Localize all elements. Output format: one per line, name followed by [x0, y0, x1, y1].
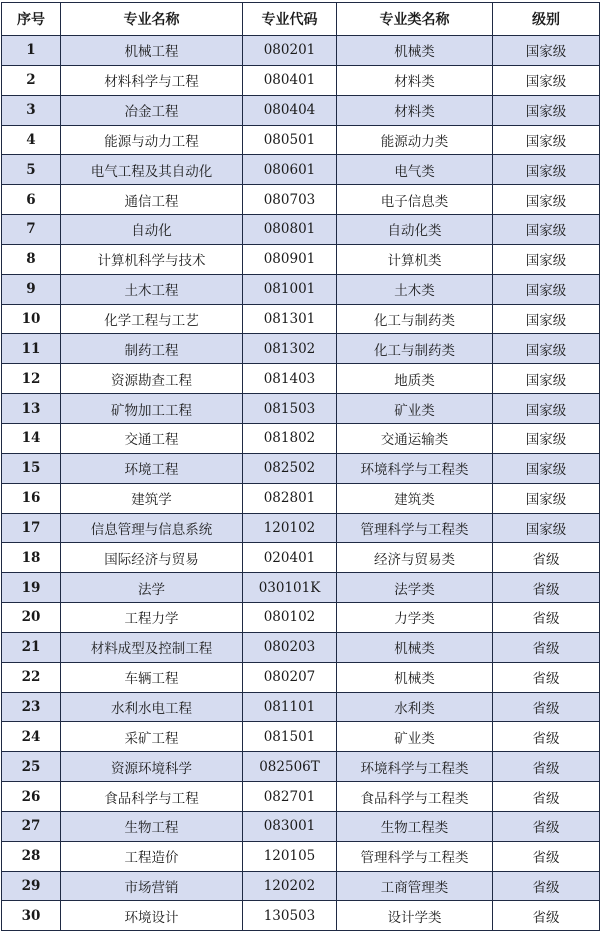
- cell-major-code: 081503: [243, 394, 337, 424]
- cell-major-code: 081301: [243, 304, 337, 334]
- header-category-name: 专业类名称: [337, 3, 493, 36]
- table-row: [2, 125, 600, 155]
- cell-seq: 27: [2, 811, 61, 841]
- cell-major-name: 交通工程: [61, 423, 243, 453]
- cell-major-code: 082502: [243, 453, 337, 483]
- cell-level: 国家级: [493, 36, 600, 66]
- cell-level: 省级: [493, 543, 600, 573]
- table-row: [2, 871, 600, 901]
- cell-seq: 24: [2, 722, 61, 752]
- cell-seq: 7: [2, 215, 61, 245]
- cell-category-name: 环境科学与工程类: [337, 752, 493, 782]
- cell-category-name: 矿业类: [337, 722, 493, 752]
- cell-major-name: 能源与动力工程: [61, 125, 243, 155]
- cell-major-code: 020401: [243, 543, 337, 573]
- cell-level: 国家级: [493, 453, 600, 483]
- cell-major-name: 市场营销: [61, 871, 243, 901]
- cell-level: 国家级: [493, 125, 600, 155]
- cell-major-code: 080801: [243, 215, 337, 245]
- table-row: [2, 155, 600, 185]
- cell-level: 国家级: [493, 483, 600, 513]
- cell-level: 国家级: [493, 274, 600, 304]
- cell-category-name: 食品科学与工程类: [337, 782, 493, 812]
- cell-level: 省级: [493, 573, 600, 603]
- cell-major-name: 资源环境科学: [61, 752, 243, 782]
- cell-seq: 16: [2, 483, 61, 513]
- cell-major-name: 材料科学与工程: [61, 65, 243, 95]
- cell-seq: 26: [2, 782, 61, 812]
- cell-level: 国家级: [493, 185, 600, 215]
- cell-seq: 5: [2, 155, 61, 185]
- cell-major-code: 130503: [243, 901, 337, 931]
- cell-seq: 4: [2, 125, 61, 155]
- cell-major-name: 建筑学: [61, 483, 243, 513]
- cell-level: 国家级: [493, 394, 600, 424]
- table-row: [2, 185, 600, 215]
- cell-level: 省级: [493, 603, 600, 633]
- cell-seq: 8: [2, 244, 61, 274]
- cell-major-name: 法学: [61, 573, 243, 603]
- table-row: [2, 543, 600, 573]
- cell-level: 省级: [493, 782, 600, 812]
- cell-category-name: 化工与制药类: [337, 304, 493, 334]
- cell-major-code: 080203: [243, 632, 337, 662]
- cell-major-code: 120105: [243, 841, 337, 871]
- cell-seq: 6: [2, 185, 61, 215]
- cell-category-name: 生物工程类: [337, 811, 493, 841]
- cell-major-name: 环境设计: [61, 901, 243, 931]
- table-row: [2, 483, 600, 513]
- table-row: [2, 632, 600, 662]
- cell-major-name: 土木工程: [61, 274, 243, 304]
- cell-category-name: 机械类: [337, 662, 493, 692]
- cell-level: 省级: [493, 752, 600, 782]
- cell-category-name: 设计学类: [337, 901, 493, 931]
- cell-category-name: 交通运输类: [337, 423, 493, 453]
- cell-major-code: 081403: [243, 364, 337, 394]
- cell-major-name: 矿物加工工程: [61, 394, 243, 424]
- cell-major-name: 环境工程: [61, 453, 243, 483]
- cell-category-name: 水利类: [337, 692, 493, 722]
- cell-level: 国家级: [493, 95, 600, 125]
- cell-seq: 3: [2, 95, 61, 125]
- table-row: [2, 722, 600, 752]
- cell-category-name: 建筑类: [337, 483, 493, 513]
- table-row: [2, 841, 600, 871]
- cell-major-name: 采矿工程: [61, 722, 243, 752]
- cell-category-name: 能源动力类: [337, 125, 493, 155]
- cell-major-code: 080201: [243, 36, 337, 66]
- cell-level: 国家级: [493, 364, 600, 394]
- cell-level: 省级: [493, 662, 600, 692]
- cell-seq: 29: [2, 871, 61, 901]
- cell-category-name: 管理科学与工程类: [337, 841, 493, 871]
- cell-major-name: 计算机科学与技术: [61, 244, 243, 274]
- cell-seq: 12: [2, 364, 61, 394]
- table-row: [2, 573, 600, 603]
- cell-seq: 2: [2, 65, 61, 95]
- cell-major-name: 国际经济与贸易: [61, 543, 243, 573]
- header-level: 级别: [493, 3, 600, 36]
- cell-seq: 17: [2, 513, 61, 543]
- cell-category-name: 机械类: [337, 36, 493, 66]
- cell-major-code: 120202: [243, 871, 337, 901]
- cell-major-name: 通信工程: [61, 185, 243, 215]
- cell-major-code: 080404: [243, 95, 337, 125]
- cell-major-name: 工程造价: [61, 841, 243, 871]
- header-major-name: 专业名称: [61, 3, 243, 36]
- table-body: [2, 36, 600, 931]
- cell-seq: 9: [2, 274, 61, 304]
- cell-major-code: 081302: [243, 334, 337, 364]
- cell-major-code: 080401: [243, 65, 337, 95]
- cell-category-name: 力学类: [337, 603, 493, 633]
- cell-category-name: 管理科学与工程类: [337, 513, 493, 543]
- table-row: [2, 662, 600, 692]
- cell-major-code: 082701: [243, 782, 337, 812]
- cell-major-name: 信息管理与信息系统: [61, 513, 243, 543]
- table-row: [2, 65, 600, 95]
- cell-major-code: 080901: [243, 244, 337, 274]
- cell-category-name: 电子信息类: [337, 185, 493, 215]
- cell-seq: 30: [2, 901, 61, 931]
- cell-major-name: 生物工程: [61, 811, 243, 841]
- table-row: [2, 752, 600, 782]
- cell-level: 国家级: [493, 65, 600, 95]
- cell-major-code: 120102: [243, 513, 337, 543]
- cell-level: 国家级: [493, 215, 600, 245]
- cell-seq: 20: [2, 603, 61, 633]
- cell-category-name: 环境科学与工程类: [337, 453, 493, 483]
- cell-level: 省级: [493, 811, 600, 841]
- cell-level: 省级: [493, 841, 600, 871]
- table-row: [2, 513, 600, 543]
- cell-major-code: 082801: [243, 483, 337, 513]
- cell-major-name: 食品科学与工程: [61, 782, 243, 812]
- table-row: [2, 95, 600, 125]
- cell-category-name: 计算机类: [337, 244, 493, 274]
- header-seq: 序号: [2, 3, 61, 36]
- cell-seq: 1: [2, 36, 61, 66]
- cell-major-name: 化学工程与工艺: [61, 304, 243, 334]
- majors-table: [1, 2, 600, 931]
- table-row: [2, 692, 600, 722]
- table-row: [2, 782, 600, 812]
- cell-level: 省级: [493, 692, 600, 722]
- cell-seq: 15: [2, 453, 61, 483]
- cell-level: 国家级: [493, 513, 600, 543]
- cell-category-name: 机械类: [337, 632, 493, 662]
- cell-category-name: 材料类: [337, 95, 493, 125]
- cell-major-code: 080102: [243, 603, 337, 633]
- header-row: [2, 3, 600, 36]
- cell-level: 国家级: [493, 334, 600, 364]
- cell-level: 省级: [493, 632, 600, 662]
- cell-category-name: 矿业类: [337, 394, 493, 424]
- cell-major-name: 工程力学: [61, 603, 243, 633]
- cell-major-name: 自动化: [61, 215, 243, 245]
- cell-major-code: 080601: [243, 155, 337, 185]
- cell-level: 国家级: [493, 423, 600, 453]
- cell-seq: 13: [2, 394, 61, 424]
- cell-major-name: 材料成型及控制工程: [61, 632, 243, 662]
- table-row: [2, 304, 600, 334]
- cell-major-code: 080703: [243, 185, 337, 215]
- cell-major-name: 车辆工程: [61, 662, 243, 692]
- table-row: [2, 603, 600, 633]
- table-row: [2, 215, 600, 245]
- cell-category-name: 自动化类: [337, 215, 493, 245]
- cell-category-name: 电气类: [337, 155, 493, 185]
- cell-major-code: 081101: [243, 692, 337, 722]
- cell-major-name: 电气工程及其自动化: [61, 155, 243, 185]
- table-row: [2, 274, 600, 304]
- cell-major-name: 冶金工程: [61, 95, 243, 125]
- table-row: [2, 423, 600, 453]
- cell-category-name: 经济与贸易类: [337, 543, 493, 573]
- cell-level: 省级: [493, 871, 600, 901]
- cell-seq: 11: [2, 334, 61, 364]
- cell-level: 国家级: [493, 304, 600, 334]
- cell-major-code: 080207: [243, 662, 337, 692]
- table-row: [2, 244, 600, 274]
- cell-seq: 28: [2, 841, 61, 871]
- cell-level: 国家级: [493, 155, 600, 185]
- table-row: [2, 453, 600, 483]
- cell-major-name: 水利水电工程: [61, 692, 243, 722]
- table-row: [2, 901, 600, 931]
- cell-level: 省级: [493, 722, 600, 752]
- cell-category-name: 法学类: [337, 573, 493, 603]
- cell-seq: 14: [2, 423, 61, 453]
- cell-level: 国家级: [493, 244, 600, 274]
- cell-major-code: 081802: [243, 423, 337, 453]
- cell-seq: 22: [2, 662, 61, 692]
- cell-major-name: 资源勘查工程: [61, 364, 243, 394]
- cell-category-name: 工商管理类: [337, 871, 493, 901]
- cell-major-name: 制药工程: [61, 334, 243, 364]
- header-major-code: 专业代码: [243, 3, 337, 36]
- table-row: [2, 36, 600, 66]
- table-row: [2, 394, 600, 424]
- cell-category-name: 土木类: [337, 274, 493, 304]
- table-row: [2, 811, 600, 841]
- cell-major-code: 082506T: [243, 752, 337, 782]
- cell-major-name: 机械工程: [61, 36, 243, 66]
- cell-category-name: 化工与制药类: [337, 334, 493, 364]
- cell-category-name: 地质类: [337, 364, 493, 394]
- cell-seq: 25: [2, 752, 61, 782]
- cell-seq: 23: [2, 692, 61, 722]
- table-header: [2, 3, 600, 36]
- table-row: [2, 364, 600, 394]
- cell-seq: 10: [2, 304, 61, 334]
- cell-major-code: 081001: [243, 274, 337, 304]
- cell-seq: 21: [2, 632, 61, 662]
- cell-category-name: 材料类: [337, 65, 493, 95]
- cell-seq: 18: [2, 543, 61, 573]
- cell-level: 省级: [493, 901, 600, 931]
- cell-major-code: 083001: [243, 811, 337, 841]
- cell-seq: 19: [2, 573, 61, 603]
- cell-major-code: 081501: [243, 722, 337, 752]
- cell-major-code: 080501: [243, 125, 337, 155]
- table-row: [2, 334, 600, 364]
- cell-major-code: 030101K: [243, 573, 337, 603]
